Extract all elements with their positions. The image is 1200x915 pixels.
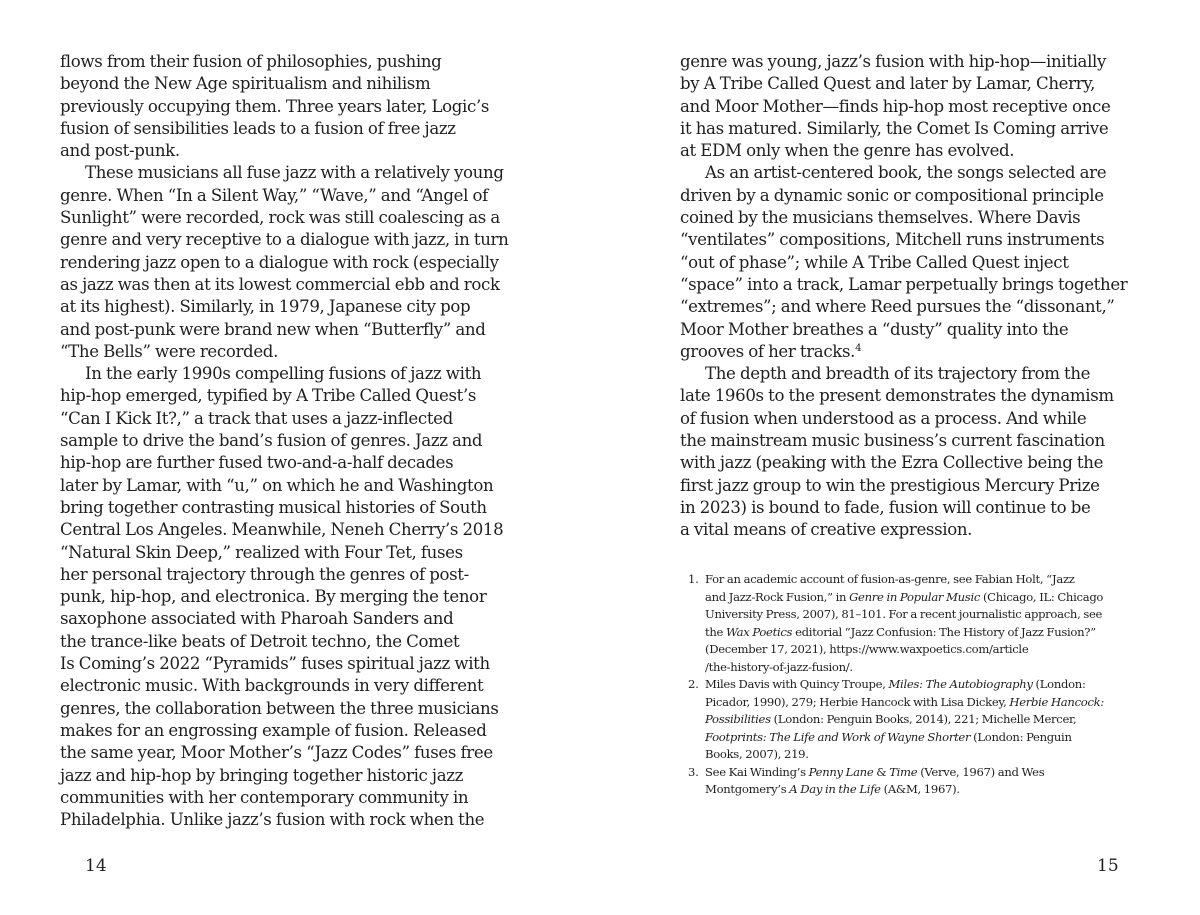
text-line bbox=[60, 229, 530, 251]
line-text: The depth and breadth of its trajectory from the bbox=[705, 364, 1091, 384]
text-line bbox=[60, 475, 530, 497]
line-text: a vital means of creative expression. bbox=[680, 520, 973, 540]
line-text: previously occupying them. Three years later, Logic’s bbox=[60, 96, 490, 116]
footnote-text: See Kai Winding’s bbox=[705, 764, 809, 779]
text-line bbox=[680, 118, 1150, 140]
footnote-number: 2. bbox=[688, 677, 699, 691]
text-line bbox=[60, 698, 530, 720]
line-text: beyond the New Age spiritualism and nihilism bbox=[60, 74, 431, 94]
italic-title: Time bbox=[889, 764, 918, 779]
text-line bbox=[680, 341, 1150, 363]
footnote-text: the bbox=[705, 624, 726, 639]
text-line bbox=[60, 653, 530, 675]
text-line bbox=[680, 430, 1150, 452]
text-line bbox=[680, 252, 1150, 274]
italic-title: Genre in Popular Music bbox=[849, 589, 981, 604]
line-text: at its highest). Similarly, in 1979, Japanese city pop bbox=[60, 297, 471, 317]
text-line bbox=[60, 742, 530, 764]
line-text: the trance-like beats of Detroit techno, the Comet bbox=[60, 631, 460, 651]
footnote-line bbox=[705, 746, 1148, 764]
text-line bbox=[680, 385, 1150, 407]
line-text: rendering jazz open to a dialogue with rock (especially bbox=[60, 252, 499, 272]
text-line bbox=[60, 564, 530, 586]
text-line bbox=[60, 542, 530, 564]
text-line bbox=[60, 675, 530, 697]
text-line bbox=[60, 385, 530, 407]
line-text: her personal trajectory through the genres of post- bbox=[60, 564, 469, 584]
text-line bbox=[680, 73, 1150, 95]
footnote-line bbox=[705, 571, 1148, 589]
text-line bbox=[680, 519, 1150, 541]
text-line bbox=[60, 140, 530, 162]
left-page-body bbox=[60, 51, 530, 831]
line-text: as jazz was then at its lowest commercial ebb and rock bbox=[60, 274, 500, 294]
footnote-line bbox=[705, 781, 1148, 799]
line-text: hip-hop emerged, typified by A Tribe Called Quest’s bbox=[60, 386, 477, 406]
footnote bbox=[688, 764, 1148, 799]
footnote-text: Books, 2007), 219. bbox=[705, 747, 809, 761]
footnote-text: (Chicago, IL: Chicago bbox=[980, 589, 1104, 604]
text-line bbox=[60, 207, 530, 229]
line-text: punk, hip-hop, and electronica. By merging the tenor bbox=[60, 587, 487, 607]
line-text: saxophone associated with Pharoah Sanders and bbox=[60, 609, 454, 629]
footnote-text: Miles Davis with Quincy Troupe, bbox=[705, 677, 889, 691]
text-line bbox=[60, 586, 530, 608]
text-line bbox=[680, 96, 1150, 118]
text-line bbox=[60, 319, 530, 341]
line-text: the mainstream music business’s current fascination bbox=[680, 431, 1105, 451]
text-line bbox=[680, 497, 1150, 519]
text-line bbox=[60, 497, 530, 519]
text-line bbox=[680, 185, 1150, 207]
footnote-line bbox=[705, 624, 1148, 642]
footnote-text: (London: bbox=[1032, 677, 1086, 691]
text-line bbox=[60, 765, 530, 787]
text-line bbox=[680, 51, 1150, 73]
right-page-body bbox=[680, 51, 1150, 542]
text-line bbox=[60, 162, 530, 184]
footnote-number: 3. bbox=[688, 764, 699, 779]
line-text: These musicians all fuse jazz with a relatively young bbox=[85, 163, 504, 183]
text-line bbox=[680, 363, 1150, 385]
line-text: the same year, Moor Mother’s “Jazz Codes” fuses free bbox=[60, 743, 493, 763]
line-text: communities with her contemporary community in bbox=[60, 787, 469, 807]
footnote-line bbox=[705, 764, 1148, 782]
line-text: “ventilates” compositions, Mitchell runs instruments bbox=[680, 230, 1105, 250]
line-text: makes for an engrossing example of fusion. Released bbox=[60, 720, 487, 740]
line-text: in 2023) is bound to fade, fusion will continue to be bbox=[680, 497, 1091, 517]
footnote-text: For an academic account of fusion-as-genre, see Fabian Holt, “Jazz bbox=[705, 572, 1075, 586]
text-line bbox=[60, 787, 530, 809]
footnote-line bbox=[705, 606, 1148, 624]
line-text: driven by a dynamic sonic or compositional principle bbox=[680, 185, 1104, 205]
line-text: As an artist-centered book, the songs selected are bbox=[705, 163, 1107, 183]
line-text: and Moor Mother—finds hip-hop most receptive once bbox=[680, 96, 1111, 116]
line-text: genre was young, jazz’s fusion with hip-hop—initially bbox=[680, 52, 1107, 71]
footnote-text: (December 17, 2021), https://www.waxpoetics.com/article bbox=[705, 642, 1029, 656]
text-line bbox=[680, 140, 1150, 162]
text-line bbox=[60, 96, 530, 118]
text-line bbox=[680, 452, 1150, 474]
line-text: it has matured. Similarly, the Comet Is Coming arrive bbox=[680, 118, 1109, 138]
italic-title: Footprints: The Life and Work of Wayne Shorter bbox=[705, 729, 971, 744]
line-text: “out of phase”; while A Tribe Called Quest inject bbox=[680, 252, 1069, 272]
text-line bbox=[60, 519, 530, 541]
italic-title: Wax Poetics bbox=[725, 624, 793, 639]
footnote-text: Picador, 1990), 279; Herbie Hancock with Lisa Dickey, bbox=[705, 694, 1010, 709]
line-text: later by Lamar, with “u,” on which he and Washington bbox=[60, 475, 494, 495]
text-line bbox=[60, 252, 530, 274]
footnote-text: (A&M, 1967). bbox=[880, 782, 960, 796]
text-line bbox=[680, 296, 1150, 318]
line-text: Sunlight” were recorded, rock was still coalescing as a bbox=[60, 208, 500, 228]
text-line bbox=[60, 452, 530, 474]
footnote-number: 1. bbox=[688, 572, 699, 586]
line-text: electronic music. With backgrounds in very different bbox=[60, 676, 484, 696]
text-line bbox=[60, 341, 530, 363]
line-text: at EDM only when the genre has evolved. bbox=[680, 141, 1015, 161]
footnote-line bbox=[705, 729, 1148, 747]
line-text: Moor Mother breathes a “dusty” quality into the bbox=[680, 319, 1069, 339]
line-text: with jazz (peaking with the Ezra Collective being the bbox=[680, 453, 1104, 473]
line-text: “Can I Kick It?,” a track that uses a jazz-inflected bbox=[60, 408, 453, 428]
footnote-line bbox=[705, 711, 1148, 729]
line-text: and post-punk. bbox=[60, 141, 180, 161]
line-text: “The Bells” were recorded. bbox=[60, 341, 278, 361]
footnote-text: Montgomery’s bbox=[705, 782, 790, 796]
text-line bbox=[60, 720, 530, 742]
line-text: genre and very receptive to a dialogue with jazz, in turn bbox=[60, 230, 509, 250]
line-text: first jazz group to win the prestigious Mercury Prize bbox=[680, 475, 1100, 495]
text-line bbox=[680, 475, 1150, 497]
italic-title: Possibilities bbox=[705, 712, 771, 726]
footnote-line bbox=[705, 676, 1148, 694]
line-text: “space” into a track, Lamar perpetually brings together bbox=[680, 274, 1128, 294]
text-line bbox=[680, 274, 1150, 296]
text-line bbox=[60, 809, 530, 831]
text-line bbox=[680, 408, 1150, 430]
line-text: by A Tribe Called Quest and later by Lamar, Cherry, bbox=[680, 74, 1096, 94]
line-text: hip-hop are further fused two-and-a-half decades bbox=[60, 453, 454, 473]
line-text: Is Coming’s 2022 “Pyramids” fuses spiritual jazz with bbox=[60, 654, 490, 674]
text-line bbox=[60, 408, 530, 430]
text-line bbox=[60, 185, 530, 207]
text-line bbox=[60, 73, 530, 95]
text-line bbox=[680, 229, 1150, 251]
line-text: genres, the collaboration between the three musicians bbox=[60, 698, 499, 718]
line-text: coined by the musicians themselves. Where Davis bbox=[680, 208, 1081, 228]
text-line bbox=[60, 363, 530, 385]
line-text: flows from their fusion of philosophies, pushing bbox=[60, 52, 442, 71]
footnote-line bbox=[705, 659, 1148, 677]
text-line bbox=[60, 51, 530, 73]
footnote-text: & bbox=[873, 764, 890, 779]
line-text: fusion of sensibilities leads to a fusion of free jazz bbox=[60, 118, 456, 138]
text-line bbox=[60, 430, 530, 452]
footnote-text: University Press, 2007), 81–101. For a recent journalistic approach, see bbox=[705, 607, 1103, 621]
footnote bbox=[688, 571, 1148, 676]
line-text: Central Los Angeles. Meanwhile, Neneh Cherry’s 2018 bbox=[60, 520, 504, 540]
footnote bbox=[688, 676, 1148, 764]
text-line bbox=[60, 608, 530, 630]
text-line bbox=[680, 319, 1150, 341]
text-line bbox=[680, 207, 1150, 229]
line-text: bring together contrasting musical histories of South bbox=[60, 497, 487, 517]
footnote-text: (Verve, 1967) and Wes bbox=[917, 764, 1045, 779]
italic-title: A Day in the Life bbox=[789, 782, 881, 796]
line-text: genre. When “In a Silent Way,” “Wave,” and “Angel of bbox=[60, 185, 488, 205]
footnote-line bbox=[705, 641, 1148, 659]
footnote-text: /the-history-of-jazz-fusion/. bbox=[705, 659, 853, 674]
line-text: Philadelphia. Unlike jazz’s fusion with rock when the bbox=[60, 810, 485, 830]
italic-title: Penny Lane bbox=[808, 764, 874, 779]
footnote-line bbox=[705, 589, 1148, 607]
text-line bbox=[60, 118, 530, 140]
text-line bbox=[60, 274, 530, 296]
line-text: and post-punk were brand new when “Butterfly” and bbox=[60, 319, 486, 339]
line-text: sample to drive the band’s fusion of genres. Jazz and bbox=[60, 431, 483, 451]
footnote-reference[interactable]: 4 bbox=[855, 342, 862, 354]
line-text: jazz and hip-hop by bringing together historic jazz bbox=[60, 765, 464, 785]
line-text: of fusion when understood as a process. And while bbox=[680, 408, 1087, 428]
text-line bbox=[60, 296, 530, 318]
footnote-text: (London: Penguin Books, 2014), 221; Michelle Mercer, bbox=[770, 712, 1077, 726]
line-text: grooves of her tracks. bbox=[680, 341, 856, 361]
footnotes bbox=[688, 571, 1148, 799]
line-text: late 1960s to the present demonstrates the dynamism bbox=[680, 386, 1114, 406]
page-number-left: 14 bbox=[85, 856, 107, 876]
line-text: “Natural Skin Deep,” realized with Four Tet, fuses bbox=[60, 542, 463, 562]
page-number-right: 15 bbox=[1097, 856, 1119, 876]
footnote-line bbox=[705, 694, 1148, 712]
footnote-text: (London: Penguin bbox=[970, 729, 1072, 744]
footnote-text: editorial “Jazz Confusion: The History of Jazz Fusion?” bbox=[792, 624, 1096, 639]
line-text: “extremes”; and where Reed pursues the “dissonant,” bbox=[680, 297, 1115, 317]
italic-title: Miles: The Autobiography bbox=[888, 677, 1033, 691]
right-page bbox=[600, 0, 1200, 915]
text-line bbox=[60, 631, 530, 653]
footnote-text: and Jazz-Rock Fusion,” in bbox=[705, 589, 850, 604]
line-text: In the early 1990s compelling fusions of jazz with bbox=[85, 364, 482, 384]
italic-title: Herbie Hancock: bbox=[1009, 694, 1104, 709]
text-line bbox=[680, 162, 1150, 184]
